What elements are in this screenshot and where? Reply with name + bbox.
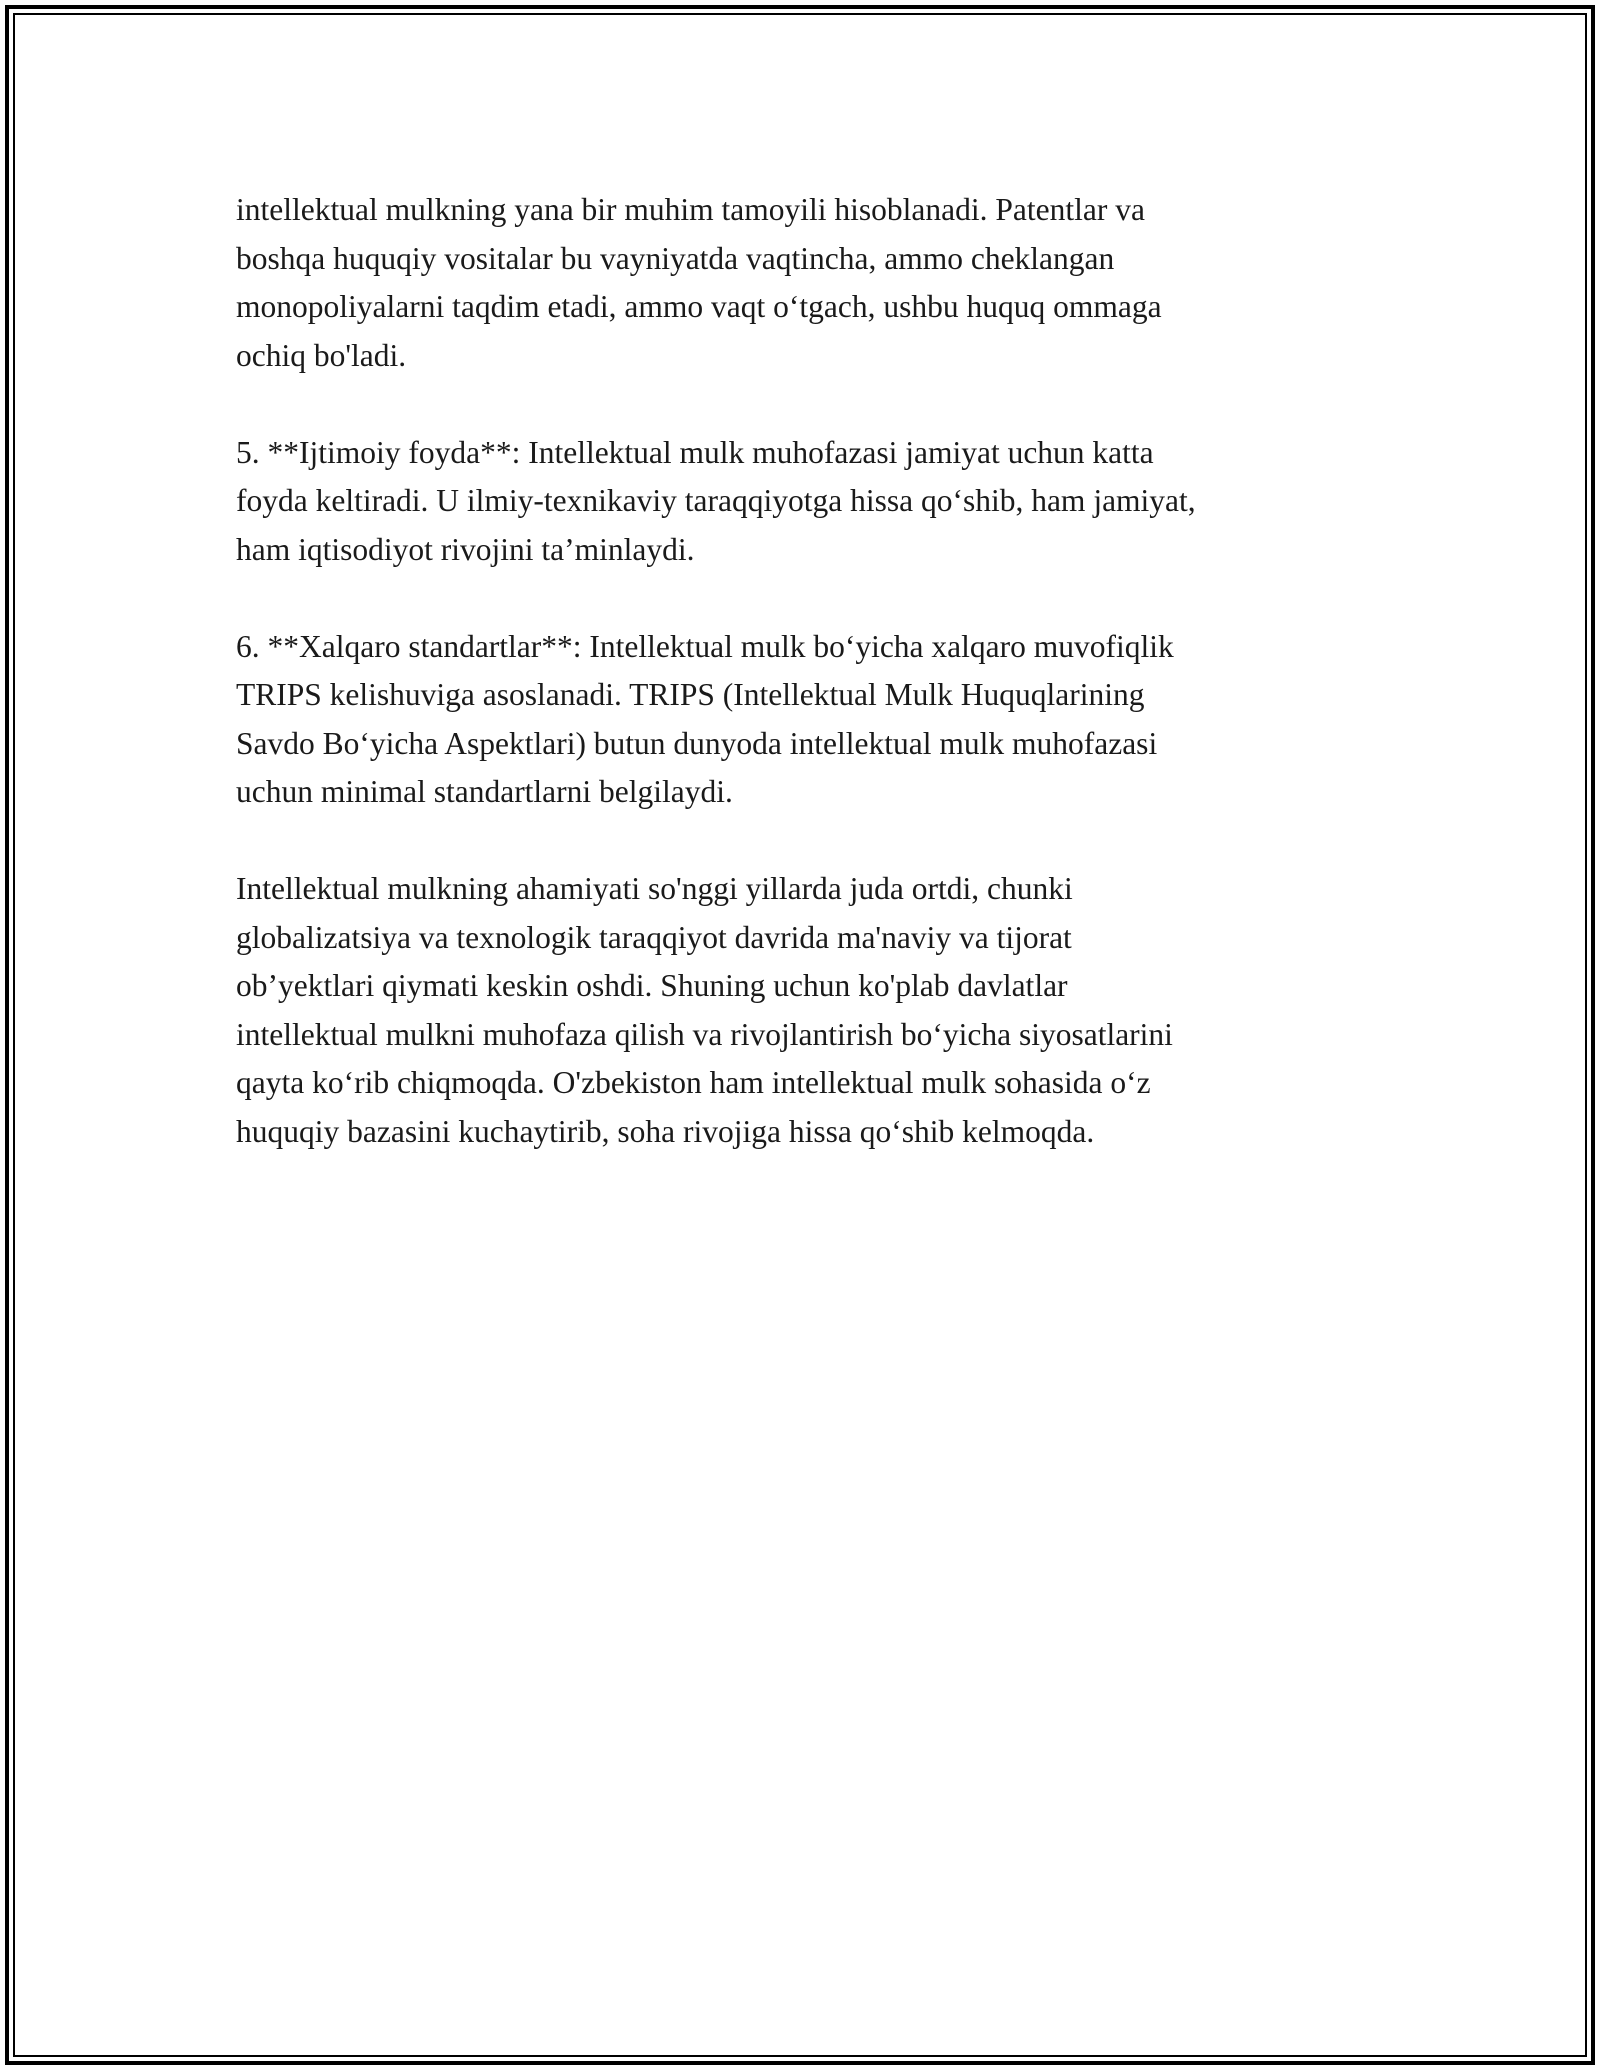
paragraph-xalqaro-standartlar (236, 623, 1366, 817)
paragraph-ahamiyat (236, 865, 1366, 1156)
paragraph-line: ham iqtisodiyot rivojini ta’minlaydi. (236, 531, 695, 567)
paragraph-line: ob’yektlari qiymati keskin oshdi. Shuning uchun ko'plab davlatlar (236, 968, 1068, 1003)
paragraph-line: globalizatsiya va texnologik taraqqiyot davrida ma'naviy va tijorat (236, 919, 1072, 955)
paragraph-line: boshqa huquqiy vositalar bu vayniyatda vaqtincha, ammo cheklangan (236, 240, 1115, 276)
document-body (236, 186, 1366, 1205)
paragraph-line: qayta ko‘rib chiqmoqda. O'zbekiston ham intellektual mulk sohasida o‘z (236, 1065, 1151, 1100)
paragraph-tamoyil (236, 186, 1366, 380)
paragraph-line: TRIPS kelishuviga asoslanadi. TRIPS (Intellektual Mulk Huquqlarining (236, 677, 1145, 712)
paragraph-line: ochiq bo'ladi. (236, 337, 407, 373)
paragraph-line: Intellektual mulkning ahamiyati so'nggi yillarda juda ortdi, chunki (236, 871, 1073, 906)
paragraph-line: huquqiy bazasini kuchaytirib, soha rivojiga hissa qo‘shib kelmoqda. (236, 1113, 1095, 1149)
paragraph-line: monopoliyalarni taqdim etadi, ammo vaqt o‘tgach, ushbu huquq ommaga (236, 289, 1162, 324)
paragraph-line: intellektual mulkni muhofaza qilish va rivojlantirish bo‘yicha siyosatlarini (236, 1016, 1173, 1052)
paragraph-line: intellektual mulkning yana bir muhim tamoyili hisoblanadi. Patentlar va (236, 192, 1145, 227)
paragraph-line: 6. **Xalqaro standartlar**: Intellektual mulk bo‘yicha xalqaro muvofiqlik (236, 628, 1174, 664)
paragraph-line: 5. **Ijtimoiy foyda**: Intellektual mulk muhofazasi jamiyat uchun katta (236, 434, 1154, 470)
paragraph-ijtimoiy-foyda (236, 429, 1366, 575)
paragraph-line: Savdo Bo‘yicha Aspektlari) butun dunyoda intellektual mulk muhofazasi (236, 725, 1158, 761)
paragraph-line: foyda keltiradi. U ilmiy-texnikaviy taraqqiyotga hissa qo‘shib, ham jamiyat, (236, 483, 1196, 518)
paragraph-line: uchun minimal standartlarni belgilaydi. (236, 774, 733, 809)
